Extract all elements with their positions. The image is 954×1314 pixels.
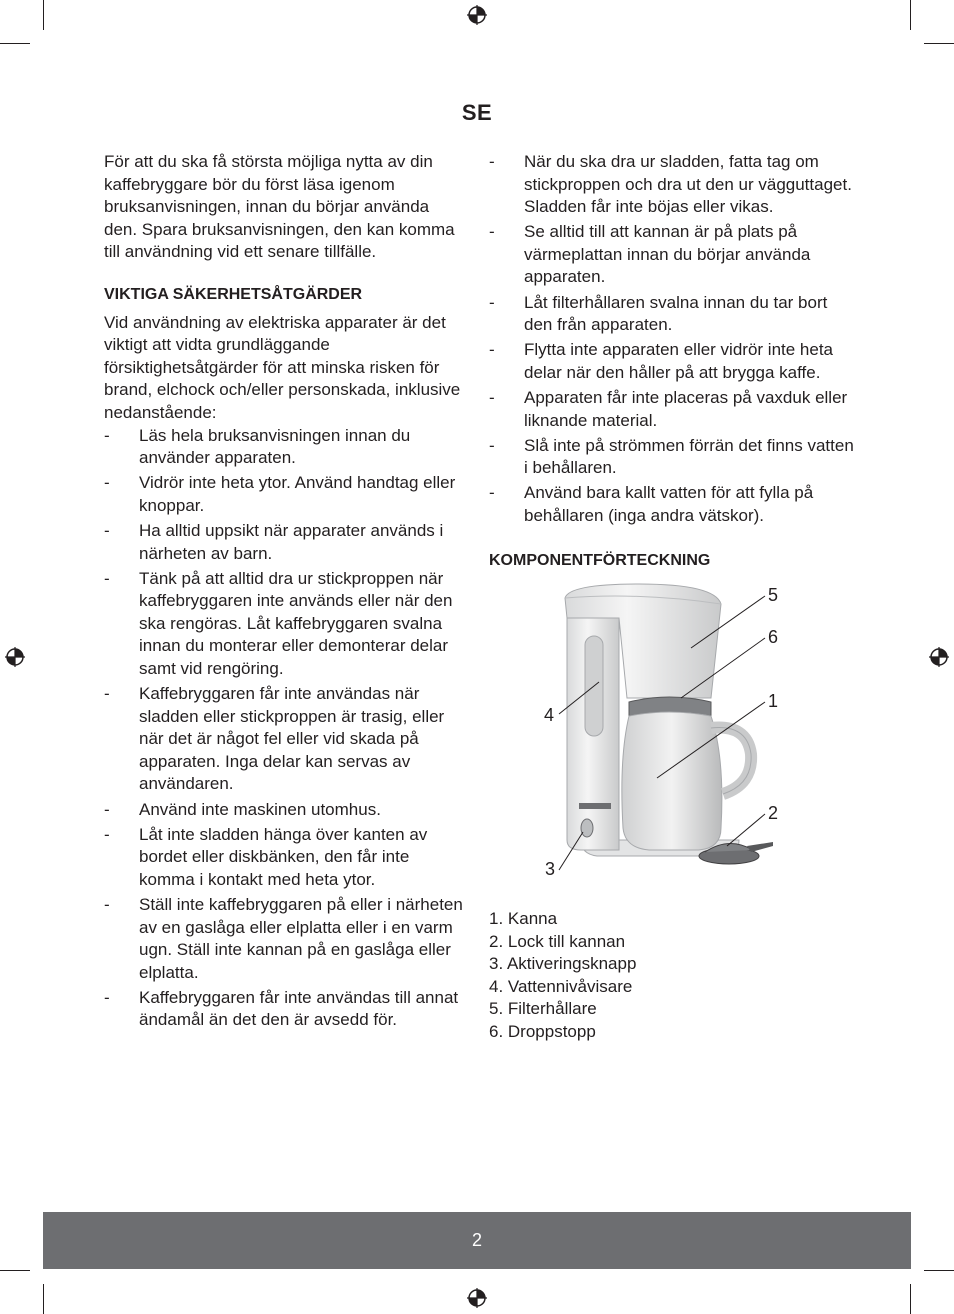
crop-mark [924,43,954,44]
callout-label: 5 [768,585,779,606]
list-item [489,292,859,337]
list-item-text: Kaffebryggaren får inte användas till annat ändamål än det den är avsedd för. [139,987,459,1030]
component-item: 5. Filterhållare [489,999,597,1019]
dash-marker: - [104,894,110,914]
dash-marker: - [489,340,495,360]
list-item [104,425,466,470]
registration-mark-icon [928,646,950,668]
list-item [489,482,859,527]
list-item-text: Apparaten får inte placeras på vaxduk eller liknande material. [524,387,848,430]
intro-paragraph: För att du ska få största möjliga nytta av din kaffebryggare bör du först läsa igenom bruksanvisningen, innan du börjar använda den. Spara bruksanvisningen, den kan komma till användning vid ett senare tillfälle. [104,152,455,262]
language-heading: SE [461,100,493,125]
callout-label: 6 [768,627,779,648]
page-number: 2 [471,1230,482,1250]
dash-marker: - [489,435,495,455]
dash-marker: - [489,387,495,407]
list-item-text: Använd bara kallt vatten för att fylla på behållaren (inga andra vätskor). [524,483,814,525]
list-item-text: Slå inte på strömmen förrän det finns vatten i behållaren. [524,435,854,478]
list-item-text: Använd inte maskinen utomhus. [139,799,381,819]
crop-mark [910,0,911,30]
dash-marker: - [489,483,495,503]
list-item [489,339,859,384]
callout-label: 1 [768,691,779,712]
list-item-text: Läs hela bruksanvisningen innan du använder apparaten. [139,425,411,468]
dash-marker: - [489,222,495,242]
component-item: 4. Vattennivåvisare [489,976,633,996]
list-item [489,387,859,432]
dash-marker: - [104,425,110,445]
coffee-maker-illustration [489,578,789,908]
component-item: 6. Droppstopp [489,1022,596,1042]
safety-list-left [104,425,466,1032]
list-item [104,472,466,517]
dash-marker: - [104,824,110,844]
crop-mark [43,0,44,30]
component-item: 3. Aktiveringsknapp [489,954,637,974]
list-item-text: Låt inte sladden hänga över kanten av bordet eller diskbänken, den får inte komma i kontakt med heta ytor. [139,824,428,889]
list-item [489,435,859,480]
list-item [104,799,466,822]
list-item-text: Kaffebryggaren får inte användas när sladden eller stickproppen är trasig, eller när det är något fel eller vid skada på apparaten. Inga delar kan servas av användaren. [139,684,445,794]
registration-mark-icon [4,646,26,668]
page-footer [43,1212,911,1269]
crop-mark [924,1270,954,1271]
list-item [104,824,466,892]
component-list [489,908,859,1044]
safety-heading: VIKTIGA SÄKERHETSÅTGÄRDER [104,285,363,303]
dash-marker: - [489,292,495,312]
list-item-text: Tänk på att alltid dra ur stickproppen när kaffebryggaren inte används eller när den ska rengöras. Låt kaffebryggaren svalna innan du monterar eller demonterar delar samt vid rengöring. [139,568,453,678]
dash-marker: - [104,568,110,588]
right-column [489,151,859,1044]
callout-label: 3 [545,859,556,880]
safety-list-right [489,151,859,528]
components-heading: KOMPONENTFÖRTECKNING [489,551,711,569]
dash-marker: - [104,520,110,540]
crop-mark [0,1270,30,1271]
list-item-text: Vidrör inte heta ytor. Använd handtag eller knoppar. [139,473,456,515]
list-item-text: Ha alltid uppsikt när apparater används i närheten av barn. [139,520,444,563]
dash-marker: - [104,684,110,704]
list-item [104,987,466,1032]
dash-marker: - [104,987,110,1007]
component-item: 2. Lock till kannan [489,931,626,951]
list-item-text: Flytta inte apparaten eller vidrör inte heta delar när den håller på att brygga kaffe. [524,340,834,382]
component-item: 1. Kanna [489,909,558,929]
callout-label: 2 [768,803,779,824]
safety-intro: Vid användning av elektriska apparater är det viktigt att vidta grundläggande försiktighetsåtgärder för att minska risken för brand, elchock och/eller personskada, inklusive nedanstående: [104,312,461,422]
coffee-maker-figure [489,578,789,908]
list-item-text: Se alltid till att kannan är på plats på värmeplattan innan du börjar använda apparaten. [524,222,811,287]
dash-marker: - [104,799,110,819]
list-item [104,894,466,984]
dash-marker: - [489,152,495,171]
dash-marker: - [104,473,110,493]
list-item-text: Ställ inte kaffebryggaren på eller i närheten av en gaslåga eller elplatta eller i en varm ugn. Ställ inte kannan på en gaslåga eller elplatta. [139,894,463,982]
crop-mark [43,1284,44,1314]
crop-mark [910,1284,911,1314]
list-item [489,151,859,219]
registration-mark-icon [466,1287,488,1309]
list-item [104,683,466,796]
list-item-text: Låt filterhållaren svalna innan du tar bort den från apparaten. [524,292,828,335]
list-item [104,568,466,681]
callout-label: 4 [544,705,555,726]
list-item [489,221,859,289]
list-item-text: När du ska dra ur sladden, fatta tag om stickproppen och dra ut den ur vägguttaget. Sladden får inte böjas eller vikas. [524,152,852,217]
crop-mark [0,43,30,44]
list-item [104,520,466,565]
registration-mark-icon [466,4,488,26]
left-column [104,151,466,1034]
